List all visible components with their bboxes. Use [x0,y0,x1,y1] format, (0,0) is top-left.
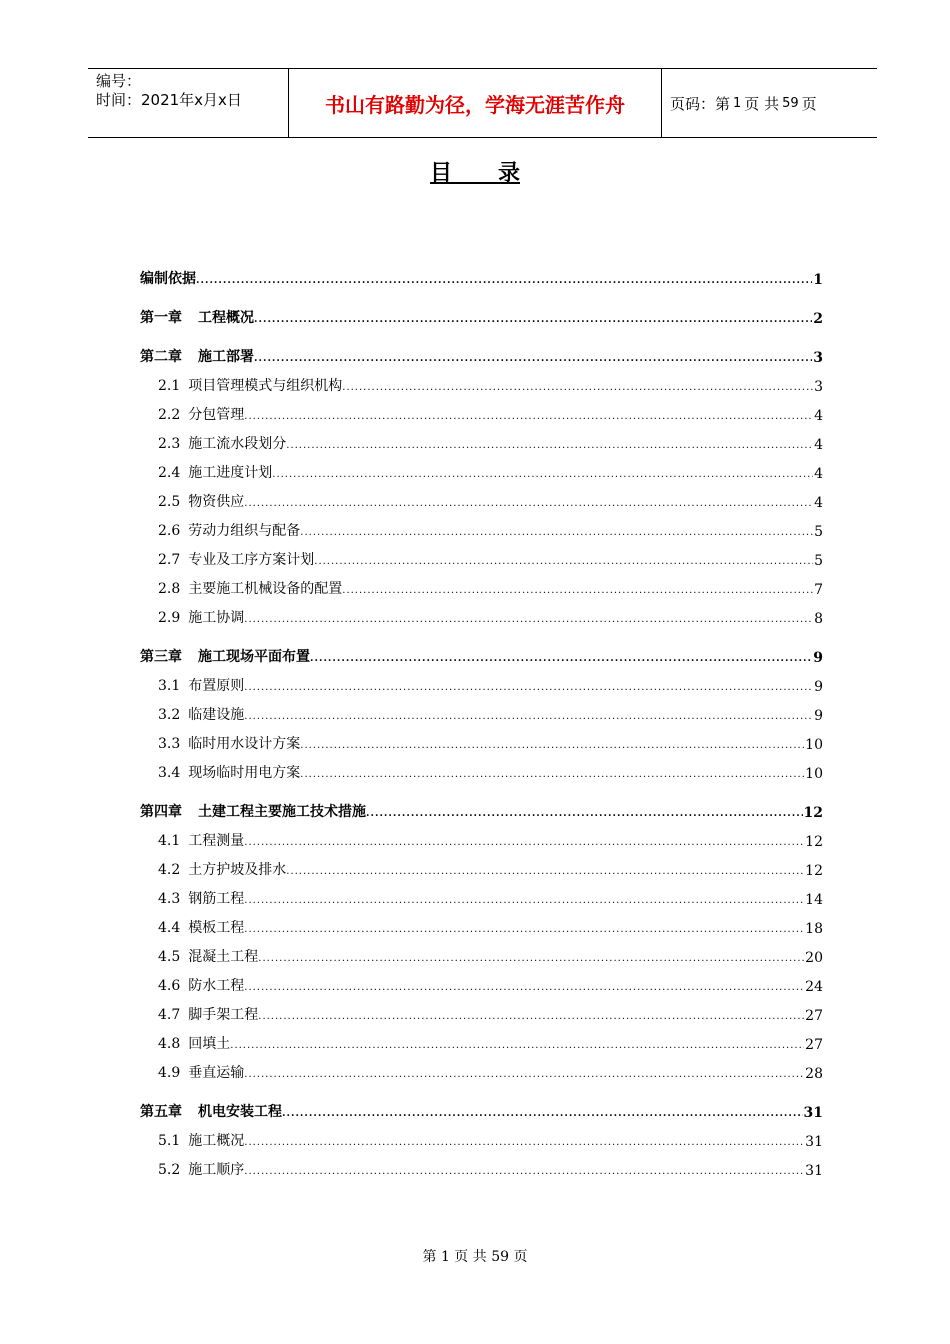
toc-entry-number: 4.2 [158,862,181,878]
toc-entry-label [158,946,258,966]
toc-section-entry[interactable] [140,695,823,724]
toc-entry-number: 4.7 [158,1007,181,1023]
toc-entry-number: 第五章 [140,1104,182,1120]
toc-entry-number: 第三章 [140,649,182,665]
toc-leader-dots [244,498,813,509]
toc-entry-label [158,1062,244,1082]
toc-chapter-entry[interactable] [140,288,823,327]
toc-entry-label [158,607,244,627]
toc-entry-page: 5 [814,553,823,569]
toc-entry-page: 2 [813,311,823,327]
toc-entry-page: 27 [805,1037,823,1053]
toc-entry-number: 4.6 [158,978,181,994]
document-time-label: 时间：2021年x月x日 [96,91,242,109]
toc-leader-dots [286,440,813,451]
toc-entry-page: 28 [805,1066,823,1082]
toc-leader-dots [244,895,804,906]
toc-entry-page: 4 [814,495,823,511]
toc-entry-number: 4.5 [158,949,181,965]
toc-entry-number: 3.2 [158,707,181,723]
toc-section-entry[interactable] [140,482,823,511]
toc-leader-dots [300,527,813,538]
toc-entry-number: 2.1 [158,378,181,394]
toc-entry-page: 3 [814,379,823,395]
toc-entry-page: 27 [805,1008,823,1024]
toc-entry-title: 劳动力组织与配备 [188,523,301,539]
page-prefix: 页码：第 [670,94,731,113]
toc-entry-label [158,917,244,937]
toc-section-entry[interactable] [140,753,823,782]
toc-entry-label [158,762,300,782]
toc-entry-title: 垂直运输 [188,1065,245,1081]
toc-entry-number: 4.4 [158,920,181,936]
table-of-contents [140,249,823,1179]
toc-entry-title: 工程概况 [198,310,254,326]
toc-leader-dots [366,808,803,819]
toc-entry-page: 7 [814,582,823,598]
toc-entry-label [140,801,366,821]
toc-entry-title: 土方护坡及排水 [188,862,287,878]
toc-entry-title: 物资供应 [188,494,245,510]
toc-entry-label [158,859,286,879]
document-number-label: 编号： [96,72,142,90]
toc-entry-label [158,975,244,995]
toc-entry-page: 1 [813,272,823,288]
toc-entry-label [158,462,272,482]
toc-leader-dots [254,314,812,325]
toc-entry-page: 5 [814,524,823,540]
toc-entry-title: 钢筋工程 [188,891,245,907]
toc-leader-dots [254,353,812,364]
toc-entry-page: 12 [803,805,823,821]
toc-section-entry[interactable] [140,453,823,482]
toc-leader-dots [286,866,804,877]
toc-entry-title: 混凝土工程 [188,949,259,965]
toc-leader-dots [342,382,813,393]
toc-entry-page: 18 [805,921,823,937]
toc-entry-label [158,433,286,453]
toc-entry-number: 4.8 [158,1036,181,1052]
toc-entry-page: 10 [805,766,823,782]
toc-leader-dots [244,682,813,693]
toc-leader-dots [282,1108,803,1119]
toc-entry-number: 2.4 [158,465,181,481]
toc-entry-page: 9 [813,650,823,666]
toc-entry-label [158,733,300,753]
toc-leader-dots [244,1137,804,1148]
toc-entry-label [140,346,254,366]
toc-section-entry[interactable] [140,540,823,569]
toc-leader-dots [272,469,813,480]
page-footer: 第 1 页 共 59 页 [422,1249,528,1265]
toc-entry-number: 第四章 [140,804,182,820]
toc-leader-dots [244,924,804,935]
toc-entry-label [158,549,314,569]
toc-entry-page: 10 [805,737,823,753]
toc-entry-title: 主要施工机械设备的配置 [188,581,343,597]
toc-section-entry[interactable] [140,1121,823,1150]
toc-leader-dots [300,740,804,751]
toc-entry-number: 4.1 [158,833,181,849]
toc-leader-dots [314,556,813,567]
toc-leader-dots [244,411,813,422]
toc-entry-title: 脚手架工程 [188,1007,259,1023]
toc-section-entry[interactable] [140,424,823,453]
toc-entry-number: 2.3 [158,436,181,452]
toc-entry-number: 4.3 [158,891,181,907]
toc-section-entry[interactable] [140,666,823,695]
toc-chapter-entry[interactable] [140,249,823,288]
toc-leader-dots [342,585,813,596]
toc-entry-number: 3.1 [158,678,181,694]
toc-entry-title: 施工协调 [188,610,245,626]
toc-section-entry[interactable] [140,511,823,540]
toc-entry-page: 31 [805,1163,823,1179]
toc-entry-label [158,375,342,395]
toc-leader-dots [244,711,813,722]
toc-entry-label [140,646,310,666]
toc-entry-label [158,1033,230,1053]
toc-entry-title: 专业及工序方案计划 [188,552,315,568]
page-middle: 页 共 [744,94,780,113]
toc-entry-page: 4 [814,408,823,424]
toc-entry-title: 分包管理 [188,407,245,423]
toc-entry-number: 2.6 [158,523,181,539]
toc-entry-page: 12 [805,863,823,879]
toc-entry-number: 3.4 [158,765,181,781]
toc-section-entry[interactable] [140,937,823,966]
toc-entry-number: 第二章 [140,349,182,365]
toc-section-entry[interactable] [140,966,823,995]
toc-section-entry[interactable] [140,1024,823,1053]
toc-section-entry[interactable] [140,569,823,598]
toc-entry-label [158,404,244,424]
toc-entry-page: 9 [814,708,823,724]
toc-entry-page: 14 [805,892,823,908]
toc-entry-page: 31 [805,1134,823,1150]
toc-chapter-entry[interactable] [140,327,823,366]
toc-leader-dots [310,653,812,664]
toc-entry-number: 2.5 [158,494,181,510]
toc-entry-page: 9 [814,679,823,695]
toc-entry-page: 3 [813,350,823,366]
toc-entry-number: 2.7 [158,552,181,568]
toc-entry-title: 防水工程 [188,978,245,994]
toc-entry-title: 施工顺序 [188,1162,245,1178]
page-suffix: 页 [801,94,817,113]
toc-entry-label [158,704,244,724]
toc-entry-title: 临时用水设计方案 [188,736,301,752]
header-meta [88,69,288,137]
toc-entry-title: 工程测量 [188,833,245,849]
toc-entry-label [140,1101,282,1121]
toc-entry-label [158,578,342,598]
toc-leader-dots [244,1166,804,1177]
toc-entry-title: 现场临时用电方案 [188,765,301,781]
toc-entry-number: 3.3 [158,736,181,752]
toc-entry-page: 31 [803,1105,823,1121]
toc-entry-page: 20 [805,950,823,966]
toc-entry-label [140,307,254,327]
toc-entry-title: 施工现场平面布置 [198,649,310,665]
page-total: 59 [782,95,799,111]
toc-entry-title: 机电安装工程 [198,1104,282,1120]
toc-entry-title: 施工部署 [198,349,254,365]
toc-section-entry[interactable] [140,1053,823,1082]
toc-leader-dots [258,953,804,964]
toc-title [0,156,950,187]
toc-entry-title: 土建工程主要施工技术措施 [198,804,366,820]
toc-leader-dots [300,769,804,780]
header-page-info [662,69,877,137]
toc-section-entry[interactable] [140,995,823,1024]
toc-leader-dots [244,1069,804,1080]
page-header [88,68,877,138]
toc-entry-page: 4 [814,466,823,482]
toc-leader-dots [258,1011,804,1022]
toc-entry-label [158,1159,244,1179]
toc-entry-label [158,1130,244,1150]
toc-entry-number: 2.8 [158,581,181,597]
toc-section-entry[interactable] [140,850,823,879]
toc-entry-title: 布置原则 [188,678,245,694]
toc-entry-title: 项目管理模式与组织机构 [188,378,343,394]
toc-leader-dots [244,614,813,625]
toc-entry-title: 施工进度计划 [188,465,273,481]
toc-section-entry[interactable] [140,821,823,850]
toc-entry-page: 24 [805,979,823,995]
toc-leader-dots [244,837,804,848]
toc-section-entry[interactable] [140,724,823,753]
toc-leader-dots [230,1040,804,1051]
toc-section-entry[interactable] [140,879,823,908]
toc-entry-label [140,268,196,288]
toc-entry-page: 12 [805,834,823,850]
toc-chapter-entry[interactable] [140,627,823,666]
toc-entry-label [158,888,244,908]
toc-section-entry[interactable] [140,908,823,937]
toc-entry-label [158,491,244,511]
toc-entry-title: 编制依据 [140,271,196,287]
toc-entry-title: 临建设施 [188,707,245,723]
toc-leader-dots [244,982,804,993]
header-motto: 书山有路勤为径，学海无涯苦作舟 [288,69,662,137]
toc-entry-number: 2.9 [158,610,181,626]
toc-title-text: 目 录 [430,161,520,186]
toc-section-entry[interactable] [140,598,823,627]
toc-entry-number: 第一章 [140,310,182,326]
toc-entry-label [158,830,244,850]
toc-entry-label [158,1004,258,1024]
toc-entry-number: 5.2 [158,1162,181,1178]
toc-chapter-entry[interactable] [140,782,823,821]
toc-entry-number: 5.1 [158,1133,181,1149]
toc-entry-label [158,675,244,695]
toc-entry-page: 8 [814,611,823,627]
toc-leader-dots [196,275,812,286]
toc-entry-number: 2.2 [158,407,181,423]
toc-entry-title: 施工概况 [188,1133,245,1149]
toc-section-entry[interactable] [140,395,823,424]
toc-entry-page: 4 [814,437,823,453]
toc-entry-label [158,520,300,540]
toc-section-entry[interactable] [140,1150,823,1179]
toc-entry-number: 4.9 [158,1065,181,1081]
toc-entry-title: 模板工程 [188,920,245,936]
page-current: 1 [733,95,742,111]
toc-section-entry[interactable] [140,366,823,395]
toc-chapter-entry[interactable] [140,1082,823,1121]
toc-entry-title: 施工流水段划分 [188,436,287,452]
toc-entry-title: 回填土 [188,1036,231,1052]
